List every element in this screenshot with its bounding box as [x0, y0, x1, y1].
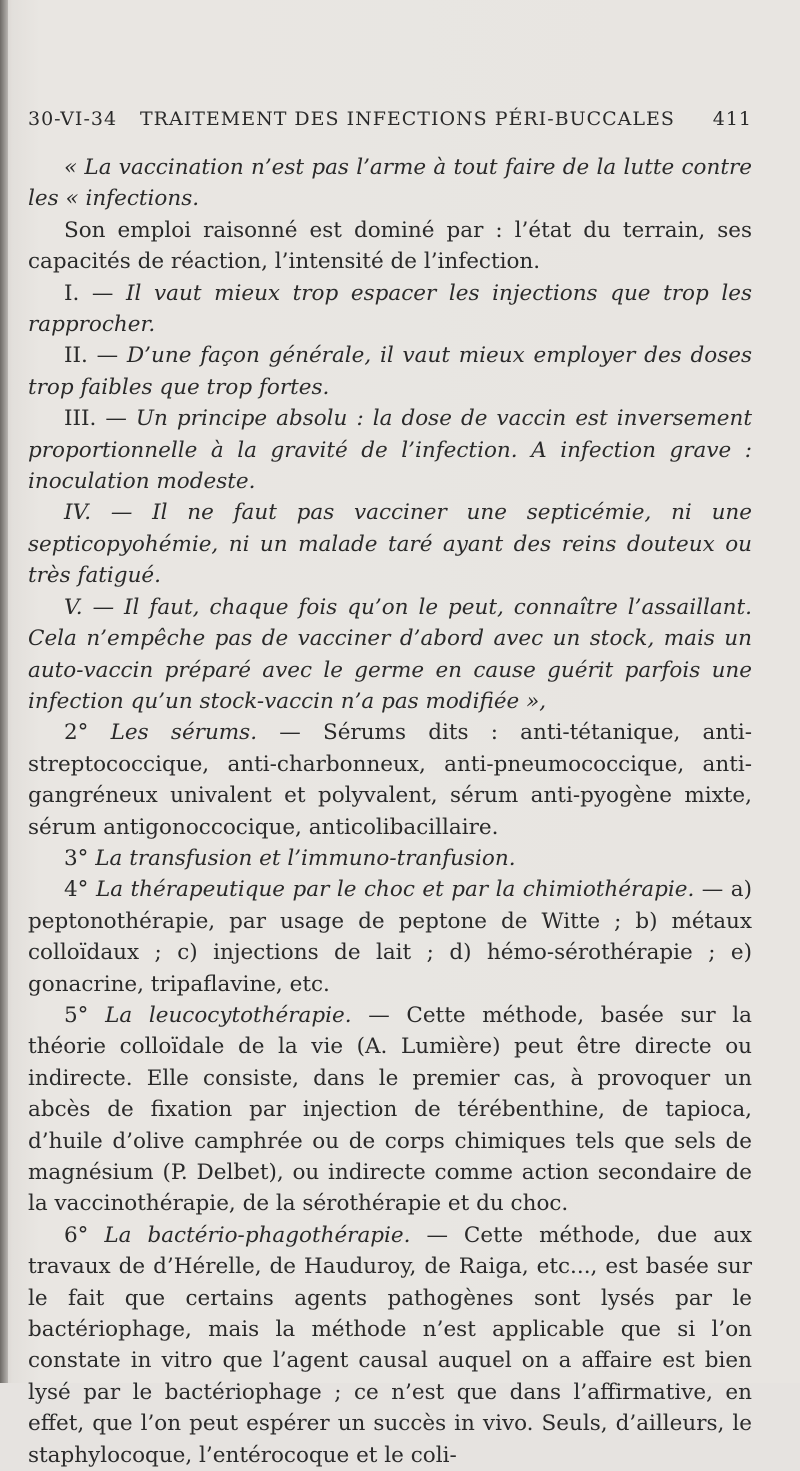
rule-numeral: III. — — [64, 406, 136, 432]
rule-3: III. — Un principe absolu : la dose de vaccin est inversement proportionnelle à la gravité de l’infection. A infection grave : inoculation modeste. — [28, 406, 752, 495]
paragraph-vaccine-use: Son emploi raisonné est dominé par : l’état du terrain, ses capacités de réaction, l’intensité de l’infection. — [28, 217, 752, 275]
paragraph-quote-intro: « La vaccination n’est pas l’arme à tout faire de la lutte contre les « infections. — [28, 155, 752, 212]
body-text — [28, 152, 752, 1471]
rule-numeral: V. — — [64, 594, 125, 620]
section-serums: 2° Les sérums. — Sérums dits : anti-tétanique, anti-streptococcique, anti-charbonneux, anti-pneumococcique, anti-gangréneux univalent et polyvalent, sérum anti-pyogène mixte, sérum antigonoccocique, anticolibacillaire. — [28, 720, 752, 840]
section-transfusion: 3° La transfusion et l’immuno-tranfusion. — [64, 845, 516, 871]
rule-1: I. — Il vaut mieux trop espacer les injections que trop les rapprocher. — [28, 280, 753, 338]
page-binding-shadow — [0, 0, 8, 1383]
header-title: TRAITEMENT DES INFECTIONS PÉRI-BUCCALES — [140, 108, 675, 130]
rule-5: V. — Il faut, chaque fois qu’on le peut, connaître l’assaillant. Cela n’empêche pas de vacciner d’abord avec un stock, mais un auto-vaccin préparé avec le germe en cause guérit parfois une infection qu’un stock-vaccin n’a pas modifiée », — [28, 594, 752, 714]
section-choc: 4° La thérapeutique par le choc et par la chimiothérapie. — a) peptonothérapie, par usage de peptone de Witte ; b) métaux colloïdaux ; c) injections de lait ; d) hémo-sérothérapie ; e) gonacrine, tripaflavine, etc. — [28, 877, 753, 997]
section-title: La bactério-phagothérapie. — [104, 1222, 411, 1248]
page-number: 411 — [712, 108, 752, 130]
section-title: La transfusion et l’immuno-tranfusion. — [95, 845, 516, 871]
rule-numeral: II. — — [64, 343, 127, 369]
rule-numeral: I. — — [64, 280, 127, 306]
rule-numeral: IV. — — [64, 500, 153, 526]
header-date: 30-VI-34 — [28, 108, 118, 130]
rule-2: II. — D’une façon générale, il vaut mieux employer des doses trop faibles que trop fortes. — [28, 343, 752, 400]
section-title: La leucocytothérapie. — [105, 1002, 352, 1028]
running-header — [28, 108, 752, 138]
section-bacteriophagotherapie: 6° La bactério-phagothérapie. — Cette méthode, due aux travaux de d’Hérelle, de Hauduroy, de Raiga, etc..., est basée sur le fait que certains agents pathogènes sont lysés par le bactériophage, mais la méthode n’est applicable que si l’on constate in vitro que l’agent causal auquel on a affaire est bien lysé par le bactériophage ; ce n’est que dans l’affirmative, en effet, que l’on peut espérer un succès in vivo. Seuls, d’ailleurs, le staphylocoque, l’entérocoque et le coli- — [28, 1222, 752, 1468]
section-leucocytotherapie: 5° La leucocytothérapie. — Cette méthode, basée sur la théorie colloïdale de la vie (A. Lumière) peut être directe ou indirecte. Elle consiste, dans le premier cas, à provoquer un abcès de fixation par injection de térébenthine, de tapioca, d’huile d’olive camphrée ou de corps chimiques tels que sels de magnésium (P. Delbet), ou indirecte comme action secondaire de la vaccinothérapie, de la sérothérapie et du choc. — [28, 1002, 752, 1217]
rule-4: IV. — Il ne faut pas vacciner une septicémie, ni une septicopyohémie, ni un malade taré ayant des reins douteux ou très fatigué. — [28, 500, 752, 589]
section-title: Les sérums. — [110, 720, 258, 746]
section-title: La thérapeutique par le choc et par la chimiothérapie. — [95, 877, 695, 903]
